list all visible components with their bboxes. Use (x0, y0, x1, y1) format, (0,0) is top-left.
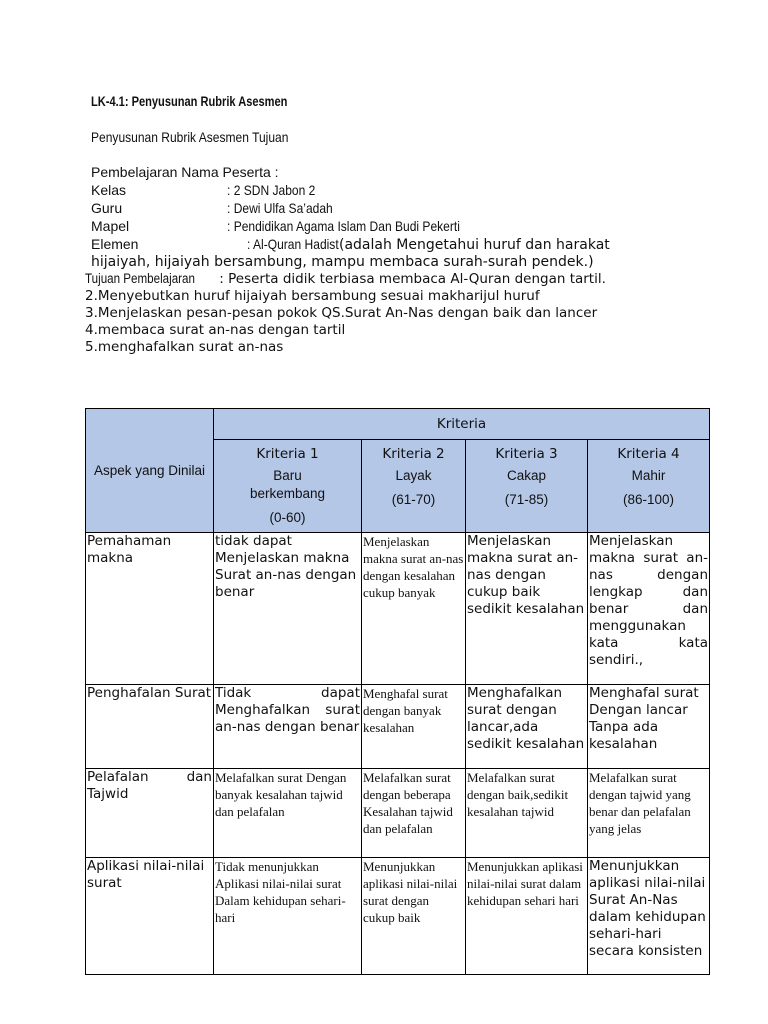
document-subtitle: Penyusunan Rubrik Asesmen Tujuan (91, 129, 289, 145)
criteria-level: Layak (395, 468, 432, 483)
criteria-cell-1: tidak dapat Menjelaskan makna Surat an-nas dengan benar (214, 533, 362, 685)
criteria-header-2 (362, 440, 466, 533)
criteria-cell-2: Menunjukkan aplikasi nilai-nilai surat dengan cukup baik (362, 858, 466, 975)
criteria-cell-4: Menghafal surat Dengan lancar Tanpa ada kesalahan (588, 685, 710, 769)
criteria-level: Mahir (631, 468, 666, 483)
tujuan-3: 3.Menjelaskan pesan-pesan pokok QS.Surat An-Nas dengan baik dan lancer (85, 305, 598, 321)
elemen-description: (adalah Mengetahui huruf dan harakat (339, 237, 610, 253)
table-row (86, 685, 710, 769)
guru-line (91, 200, 350, 217)
criteria-cell-3: Menjelaskan makna surat an-nas dengan cukup baik sedikit kesalahan (466, 533, 588, 685)
tujuan-label: Tujuan Pembelajaran (85, 271, 195, 286)
criteria-cell-3: Menghafalkan surat dengan lancar,ada sedikit kesalahan (466, 685, 588, 769)
table-row (86, 533, 710, 685)
criteria-level: Cakap (506, 468, 547, 483)
criteria-cell-1: Tidak dapat Menghafalkan surat an-nas dengan benar (214, 685, 362, 769)
kelas-value: : 2 SDN Jabon 2 (227, 182, 316, 198)
kelas-label: Kelas (91, 182, 127, 198)
elemen-line (91, 236, 610, 253)
criteria-range: (0-60) (269, 510, 306, 525)
rubric-table (85, 408, 710, 975)
elemen-value: : Al-Quran Hadist (247, 236, 339, 252)
criteria-name: Kriteria 3 (495, 446, 558, 462)
aspek-cell: Pemahaman makna (86, 533, 214, 685)
criteria-name: Kriteria 1 (256, 446, 319, 462)
criteria-header-3 (466, 440, 588, 533)
pembelajaran-line (91, 164, 279, 181)
criteria-cell-1: Tidak menunjukkan Aplikasi nilai-nilai surat Dalam kehidupan sehari-hari (214, 858, 362, 975)
criteria-cell-4: Menjelaskan makna surat an-nas dengan lengkap dan benar dan menggunakan kata kata sendiri., (588, 533, 710, 685)
guru-value: : Dewi Ulfa Sa’adah (227, 200, 333, 216)
criteria-cell-1: Melafalkan surat Dengan banyak kesalahan tajwid dan pelafalan (214, 769, 362, 858)
elemen-description-line2 (91, 254, 594, 270)
pembelajaran-label: Pembelajaran Nama Peserta : (91, 164, 279, 180)
tujuan-1: : Peserta didik terbiasa membaca Al-Quran dengan tartil. (215, 271, 606, 287)
criteria-cell-2: Menghafal surat dengan banyak kesalahan (362, 685, 466, 769)
criteria-cell-2: Melafalkan surat dengan beberapa Kesalahan tajwid dan pelafalan (362, 769, 466, 858)
mapel-line (91, 218, 498, 235)
aspek-cell: Penghafalan Surat (86, 685, 214, 769)
kelas-line (91, 182, 330, 199)
criteria-name: Kriteria 2 (382, 446, 445, 462)
criteria-header-4 (588, 440, 710, 533)
criteria-cell-3: Melafalkan surat dengan baik,sedikit kesalahan tajwid (466, 769, 588, 858)
guru-label: Guru (91, 200, 123, 216)
criteria-range: (86-100) (622, 492, 675, 507)
table-row (86, 769, 710, 858)
aspek-cell: Pelafalan dan Tajwid (86, 769, 214, 858)
kriteria-header: Kriteria (214, 409, 710, 440)
tujuan-2: 2.Menyebutkan huruf hijaiyah bersambung sesuai makharijul huruf (85, 288, 540, 304)
table-row (86, 858, 710, 975)
mapel-label: Mapel (91, 218, 130, 234)
criteria-cell-2: Menjelaskan makna surat an-nas dengan kesalahan cukup banyak (362, 533, 466, 685)
tujuan-4: 4.membaca surat an-nas dengan tartil (85, 322, 346, 338)
criteria-header-1 (214, 440, 362, 533)
tujuan-5: 5.menghafalkan surat an-nas (85, 339, 284, 355)
criteria-level: Baru berkembang (249, 468, 326, 501)
aspek-header: Aspek yang Dinilai (86, 409, 214, 533)
document-title: LK-4.1: Penyusunan Rubrik Asesmen (91, 94, 288, 109)
criteria-range: (71-85) (504, 492, 549, 507)
tujuan-line (85, 271, 606, 287)
criteria-cell-4: Menunjukkan aplikasi nilai-nilai Surat An-Nas dalam kehidupan sehari-hari secara konsisten (588, 858, 710, 975)
elemen-description-2: hijaiyah, hijaiyah bersambung, mampu membaca surah-surah pendek.) (91, 254, 594, 270)
elemen-label: Elemen (91, 236, 139, 252)
mapel-value: : Pendidikan Agama Islam Dan Budi Pekerti (227, 218, 460, 234)
criteria-cell-4: Melafalkan surat dengan tajwid yang benar dan pelafalan yang jelas (588, 769, 710, 858)
aspek-cell: Aplikasi nilai-nilai surat (86, 858, 214, 975)
criteria-cell-3: Menunjukkan aplikasi nilai-nilai surat dalam kehidupan sehari hari (466, 858, 588, 975)
criteria-range: (61-70) (391, 492, 436, 507)
criteria-name: Kriteria 4 (617, 446, 680, 462)
